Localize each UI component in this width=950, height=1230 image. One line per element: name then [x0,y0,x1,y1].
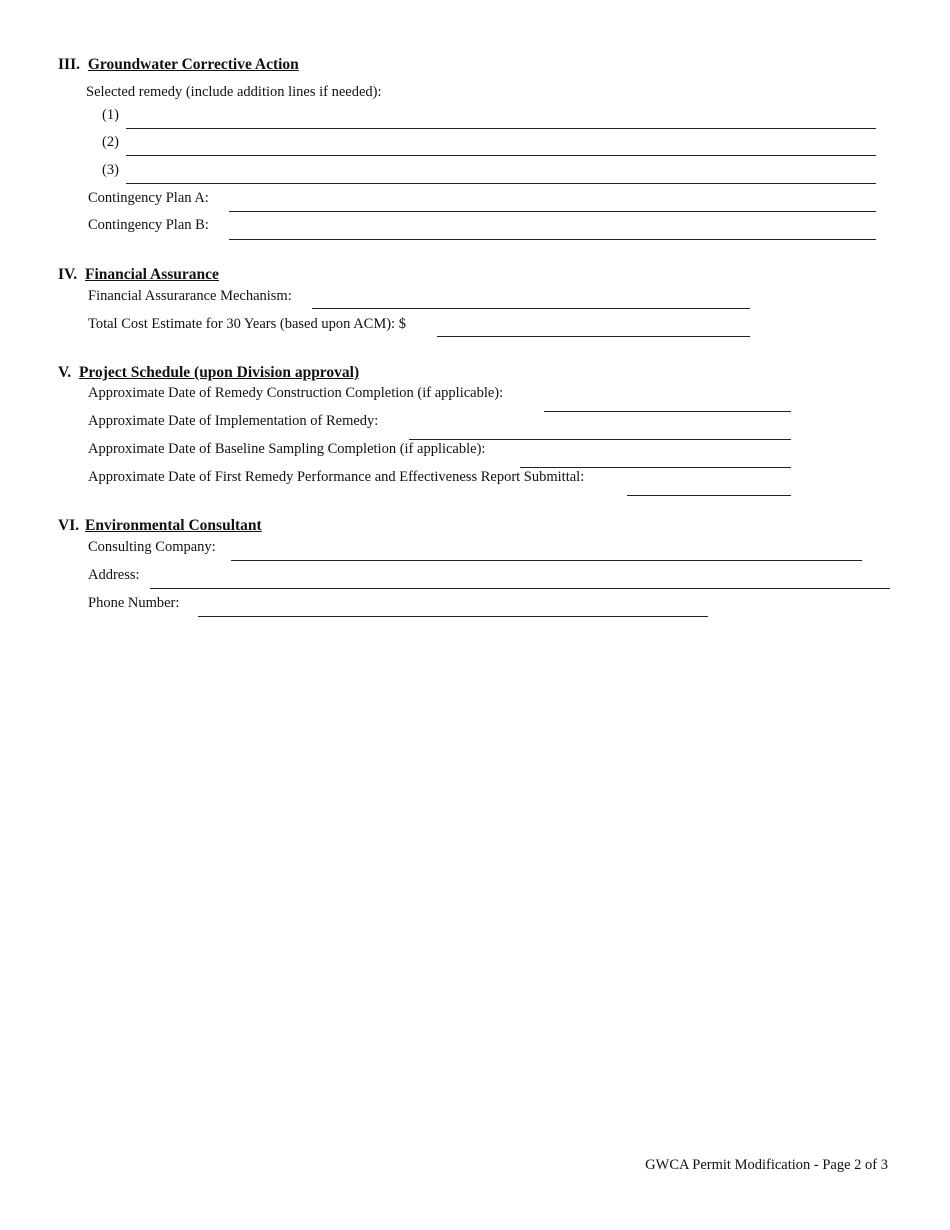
construction-date-field[interactable] [544,411,791,412]
phone-number-label: Phone Number: [88,595,180,611]
remedy-item-2-label: (2) [102,134,119,150]
section-iii-title: Groundwater Corrective Action [87,56,299,73]
address-label: Address: [88,567,140,583]
section-vi-numeral: VI. [58,517,80,534]
selected-remedy-label: Selected remedy (include addition lines if needed): [86,84,382,100]
remedy-item-1-label: (1) [102,107,119,123]
contingency-b-label: Contingency Plan B: [88,217,209,233]
implementation-date-label: Approximate Date of Implementation of Remedy: [88,413,379,429]
section-v-title: Project Schedule (upon Division approval) [78,364,360,381]
consulting-company-field[interactable] [231,560,862,561]
baseline-date-field[interactable] [520,467,791,468]
phone-number-field[interactable] [198,616,708,617]
section-vi-title: Environmental Consultant [84,517,262,534]
section-iii-numeral: III. [58,56,80,73]
section-iii-heading [58,56,299,74]
mechanism-field[interactable] [312,308,750,309]
cost-estimate-field[interactable] [437,336,750,337]
mechanism-label: Financial Assurarance Mechanism: [88,288,292,304]
section-v-numeral: V. [58,364,72,381]
implementation-date-field[interactable] [409,439,791,440]
baseline-date-label: Approximate Date of Baseline Sampling Completion (if applicable): [88,441,486,457]
contingency-a-label: Contingency Plan A: [88,190,209,206]
remedy-item-1-field[interactable] [126,128,876,129]
first-report-date-field[interactable] [627,495,791,496]
section-iv-heading [58,266,219,284]
page-footer: GWCA Permit Modification - Page 2 of 3 [645,1157,888,1173]
section-vi-heading [58,517,262,535]
first-report-date-label: Approximate Date of First Remedy Performance and Effectiveness Report Submittal: [88,469,585,485]
section-v-heading [58,364,359,382]
remedy-item-2-field[interactable] [126,155,876,156]
consulting-company-label: Consulting Company: [88,539,216,555]
section-iv-numeral: IV. [58,266,78,283]
cost-estimate-label: Total Cost Estimate for 30 Years (based upon ACM): $ [88,316,406,332]
contingency-b-field[interactable] [229,239,876,240]
contingency-a-field[interactable] [229,211,876,212]
address-field[interactable] [150,588,890,589]
section-iv-title: Financial Assurance [84,266,219,283]
construction-date-label: Approximate Date of Remedy Construction Completion (if applicable): [88,385,504,401]
remedy-item-3-label: (3) [102,162,119,178]
remedy-item-3-field[interactable] [126,183,876,184]
